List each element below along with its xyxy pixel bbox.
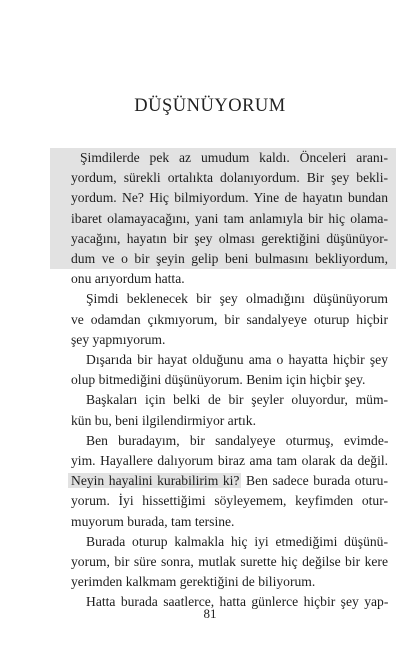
text-line (56, 471, 388, 491)
text-line: onu arıyordum hatta. (71, 271, 185, 287)
text-line: yacağını, hayatın bir şey olması gerektiğini düşünüyor- (50, 229, 396, 249)
paragraph-6 (56, 532, 388, 593)
paragraph-2 (56, 289, 388, 350)
text-line: Ben buradayım, bir sandalyeye oturmuş, evimde- (86, 432, 389, 448)
text-line: muyorum burada, tam tersine. (71, 513, 235, 529)
paragraph-3 (56, 350, 388, 390)
text-line: Hatta burada saatlerce, hatta günlerce hiçbir şey yap- (86, 594, 389, 610)
text-line: dum ve o bir şeyin gelip beni bulmasını bekliyordum, (50, 249, 396, 269)
text-fragment: Ben sadece burada oturu- (241, 473, 389, 489)
paragraph-4 (56, 390, 388, 430)
text-line: Başkaları için belki de bir şeyler oluyordur, müm- (86, 392, 389, 408)
text-line: ve odamdan çıkmıyorum, bir sandalyeye oturup hiçbir (71, 311, 388, 327)
text-line: yordum. Ne? Hiç bilmiyordum. Yine de hayatın bundan (50, 188, 396, 208)
page-number: 81 (203, 606, 217, 621)
paragraph-5 (56, 431, 388, 532)
text-line: yordum, sürekli ortalıkta dolanıyordum. Bir şey bekli- (50, 168, 396, 188)
text-line: Şimdilerde pek az umudum kaldı. Önceleri aranı- (50, 148, 396, 168)
body-text (56, 148, 388, 613)
text-line: olup bitmediğini düşünüyorum. Benim için hiçbir şey. (71, 372, 366, 388)
text-line: Şimdi beklenecek bir şey olmadığını düşünüyorum (86, 291, 388, 307)
text-line: yorum, bir süre sonra, mutlak surette hiç değilse bir kere (71, 554, 388, 570)
text-line: şey yapmıyorum. (71, 331, 166, 347)
text-line: yim. Hayallere dalıyorum biraz ama tam olarak da değil. (71, 453, 389, 469)
chapter-title: DÜŞÜNÜYORUM (134, 96, 286, 116)
text-line: Dışarıda bir hayat olduğunu ama o hayatta hiçbir şey (86, 352, 388, 368)
text-line: Burada oturup kalmakla hiç iyi etmediğimi düşünü- (86, 533, 388, 549)
paragraph-1 (56, 148, 388, 289)
text-line: ibaret olamayacağını, yani tam anlamıyla bir hiç olama- (50, 209, 396, 229)
highlighted-phrase: Neyin hayalini kurabilirim ki? (68, 473, 241, 488)
text-line: yerimden kalkmam gerektiğini de biliyorum. (71, 574, 316, 590)
text-line: kün bu, beni ilgilendirmiyor artık. (71, 412, 256, 428)
text-line: yorum. İyi hissettiğimi söyleyemem, keyfimden otur- (71, 493, 388, 509)
